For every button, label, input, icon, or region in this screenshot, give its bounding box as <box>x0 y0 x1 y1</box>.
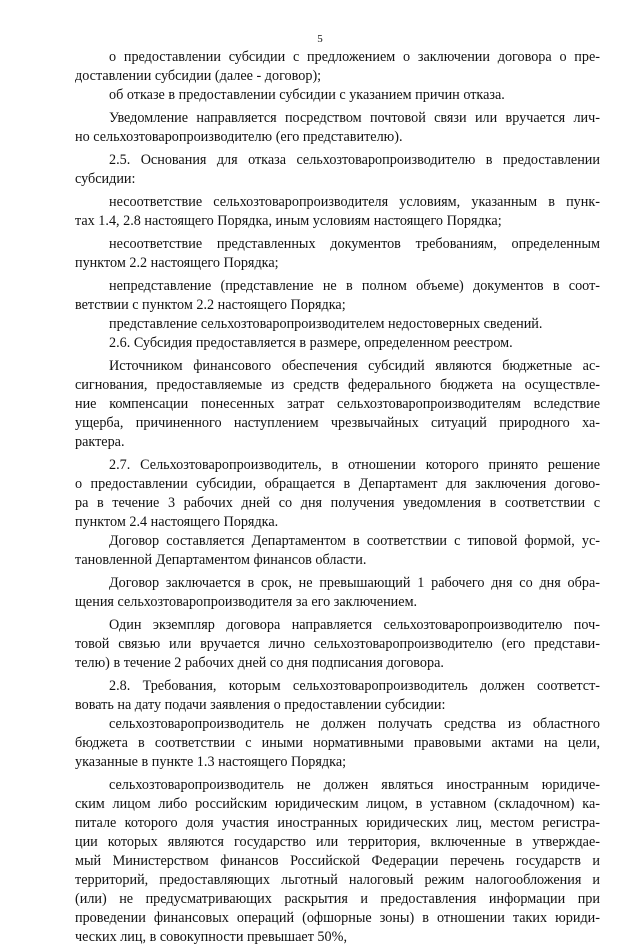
text-line: Договор заключается в срок, не превышающий 1 рабочего дня со дня обра- <box>109 575 600 591</box>
text-line: 2.6. Субсидия предоставляется в размере, определенном реестром. <box>109 335 513 351</box>
text-line: рактера. <box>75 434 125 450</box>
text-line: щения сельхозтоваропроизводителя за его заключением. <box>75 594 418 610</box>
text-line: территорий, предоставляющих льготный налоговый режим налогообложения и <box>75 872 600 888</box>
text-line: ра в течение 3 рабочих дней со дня получения уведомления в соответствии с <box>75 495 600 511</box>
text-line: вовать на дату подачи заявления о предоставлении субсидии: <box>75 697 446 713</box>
text-line: питале которого доля участия иностранных юридических лиц, местом регистра- <box>75 815 600 831</box>
text-line: ветствии с пунктом 2.2 настоящего Порядка; <box>75 297 346 313</box>
text-line: ским лицом либо российским юридическим лицом, в уставном (складочном) ка- <box>75 796 600 812</box>
text-line: ние компенсации понесенных затрат сельхозтоваропроизводителям вследствие <box>75 396 600 412</box>
text-line: сигнования, предоставляемые из средств федерального бюджета на осуществле- <box>75 377 600 393</box>
text-line: (или) не предусматривающих раскрытия и предоставления информации при <box>75 891 600 907</box>
text-line: о предоставлении субсидии с предложением о заключении договора о пре- <box>109 49 600 65</box>
text-line: ческих лиц, в совокупности превышает 50%, <box>75 929 347 945</box>
text-line: 2.7. Сельхозтоваропроизводитель, в отношении которого принято решение <box>109 457 600 473</box>
text-line: телю) в течение 2 рабочих дней со дня подписания договора. <box>75 655 444 671</box>
text-line: пунктом 2.4 настоящего Порядка. <box>75 514 279 530</box>
text-line: Договор составляется Департаментом в соответствии с типовой формой, ус- <box>109 533 600 549</box>
document-body <box>75 48 600 947</box>
text-line: представление сельхозтоваропроизводителем недостоверных сведений. <box>109 316 543 332</box>
text-line: сельхозтоваропроизводитель не должен получать средства из областного <box>109 716 600 732</box>
text-line: тах 1.4, 2.8 настоящего Порядка, иным условиям настоящего Порядка; <box>75 213 502 229</box>
text-line: несоответствие представленных документов требованиям, определенным <box>109 236 600 252</box>
text-line: тановленной Департаментом финансов области. <box>75 552 367 568</box>
text-line: 2.5. Основания для отказа сельхозтоваропроизводителю в предоставлении <box>109 152 600 168</box>
text-line: Источником финансового обеспечения субсидий являются бюджетные ас- <box>109 358 600 374</box>
text-line: непредставление (представление не в полном объеме) документов в соот- <box>109 278 600 294</box>
text-line: товой связью или вручается лично сельхозтоваропроизводителю (его представи- <box>75 636 600 652</box>
text-line: 2.8. Требования, которым сельхозтоваропроизводитель должен соответст- <box>109 678 600 694</box>
text-line: Один экземпляр договора направляется сельхозтоваропроизводителю поч- <box>109 617 600 633</box>
text-line: но сельхозтоваропроизводителю (его представителю). <box>75 129 403 145</box>
text-line: проведении финансовых операций (офшорные зоны) в отношении таких юриди- <box>75 910 600 926</box>
page-number: 5 <box>317 33 323 45</box>
text-line: указанные в пункте 1.3 настоящего Порядка; <box>75 754 347 770</box>
text-line: ции которых являются государство или территория, включенные в утверждае- <box>75 834 600 850</box>
text-line: ущерба, причиненного наступлением чрезвычайных ситуаций природного ха- <box>75 415 600 431</box>
text-line: субсидии: <box>75 171 136 187</box>
text-line: пунктом 2.2 настоящего Порядка; <box>75 255 279 271</box>
text-line: несоответствие сельхозтоваропроизводителя условиям, указанным в пунк- <box>109 194 600 210</box>
text-line: об отказе в предоставлении субсидии с указанием причин отказа. <box>109 87 505 103</box>
text-line: сельхозтоваропроизводитель не должен являться иностранным юридиче- <box>109 777 600 793</box>
text-line: доставлении субсидии (далее - договор); <box>75 68 322 84</box>
text-line: Уведомление направляется посредством почтовой связи или вручается лич- <box>109 110 600 126</box>
text-line: мый Министерством финансов Российской Федерации перечень государств и <box>75 853 600 869</box>
text-line: о предоставлении субсидии, обращается в Департамент для заключения догово- <box>75 476 600 492</box>
text-line: бюджета в соответствии с иными нормативными правовыми актами на цели, <box>75 735 600 751</box>
